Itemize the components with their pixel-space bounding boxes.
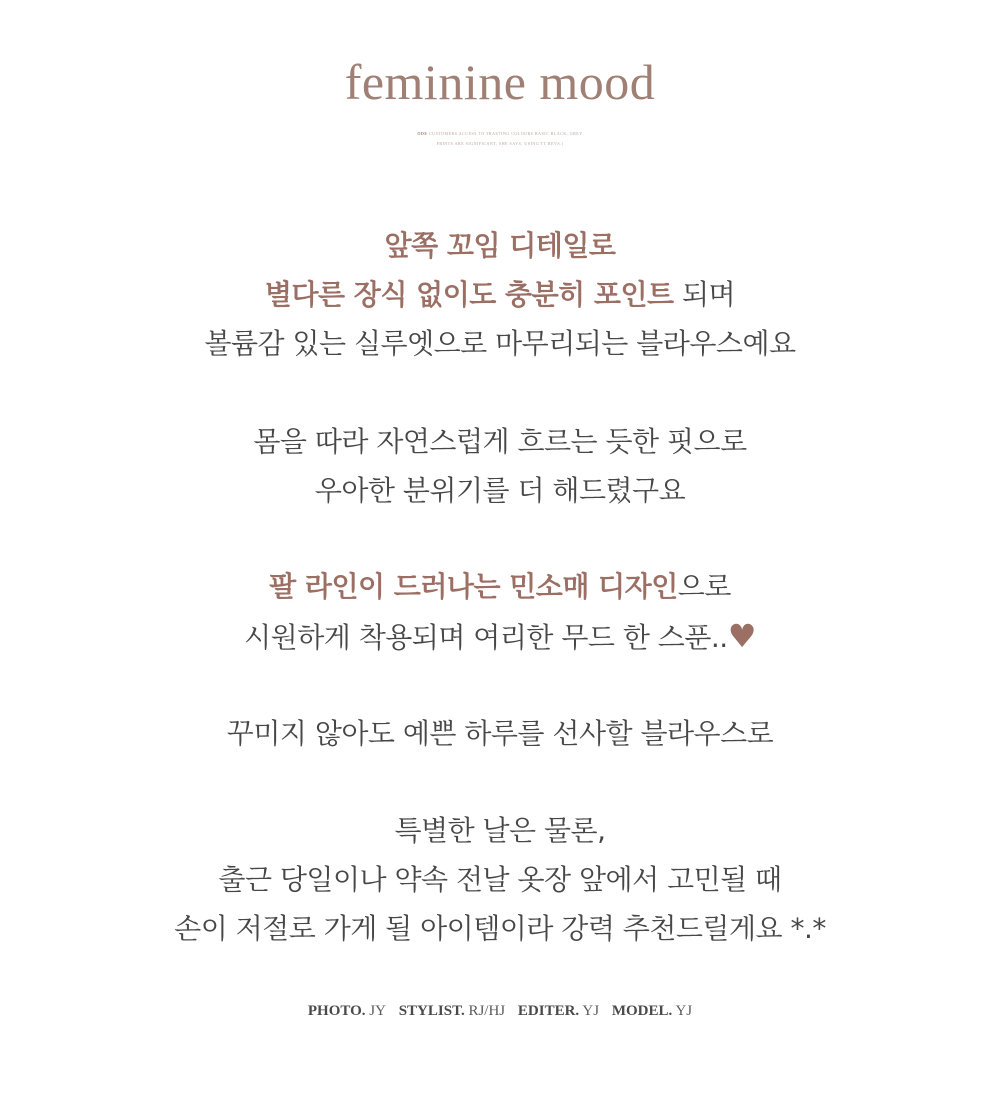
credit-value-editer: YJ xyxy=(582,1003,600,1019)
description-line: 우아한 분위기를 더 해드렸구요 xyxy=(314,474,686,507)
credits xyxy=(0,1000,1000,1022)
description-line xyxy=(0,226,1000,266)
description-text: 되며 xyxy=(673,278,736,311)
description-text: 시원하게 착용되며 여리한 무드 한 스푼.. xyxy=(244,621,728,654)
fine-print-line-1 xyxy=(0,130,1000,137)
description-line: 손이 저절로 가게 될 아이템이라 강력 추천드릴게요 *.* xyxy=(174,912,826,945)
description-line xyxy=(0,616,1000,658)
heart-icon: ♥ xyxy=(727,617,756,655)
fine-print-line-2: PRINTS ARE SIGNIFICANT, SHE SAYS, USING TT REVS.) xyxy=(436,141,564,146)
credit-value-stylist: RJ/HJ xyxy=(468,1003,506,1019)
credit-label-model: MODEL. xyxy=(611,1003,673,1019)
description-line: 출근 당일이나 약속 전날 옷장 앞에서 고민될 때 xyxy=(218,863,782,896)
highlight-text: 별다른 장식 없이도 충분히 포인트 xyxy=(264,278,674,311)
credit-label-photo: PHOTO. xyxy=(307,1003,366,1019)
credit-value-photo: JY xyxy=(369,1003,386,1019)
highlight-text: 앞쪽 꼬임 디테일로 xyxy=(384,229,616,262)
description-line: 특별한 날은 물론, xyxy=(394,814,606,847)
highlight-text: 팔 라인이 드러나는 민소매 디자인 xyxy=(269,570,678,603)
credit-label-stylist: STYLIST. xyxy=(398,1003,465,1019)
fine-print-lead: ODE xyxy=(417,131,428,136)
description-line xyxy=(0,567,1000,607)
fine-print-text-1: CUSTOMERS ACCESS TO TRASTING COLOURS BASIC BLACK, GREY xyxy=(429,131,583,136)
description-line: 볼륨감 있는 실루엣으로 마무리되는 블라우스예요 xyxy=(204,327,796,360)
description-line: 꾸미지 않아도 예쁜 하루를 선사할 블라우스로 xyxy=(226,717,774,750)
credit-label-editer: EDITER. xyxy=(517,1003,580,1019)
page-title: feminine mood xyxy=(344,54,656,110)
description-line xyxy=(0,275,1000,315)
credit-value-model: YJ xyxy=(675,1003,693,1019)
description-text: 으로 xyxy=(677,570,731,603)
description-line: 몸을 따라 자연스럽게 흐르는 듯한 핏으로 xyxy=(253,425,747,458)
